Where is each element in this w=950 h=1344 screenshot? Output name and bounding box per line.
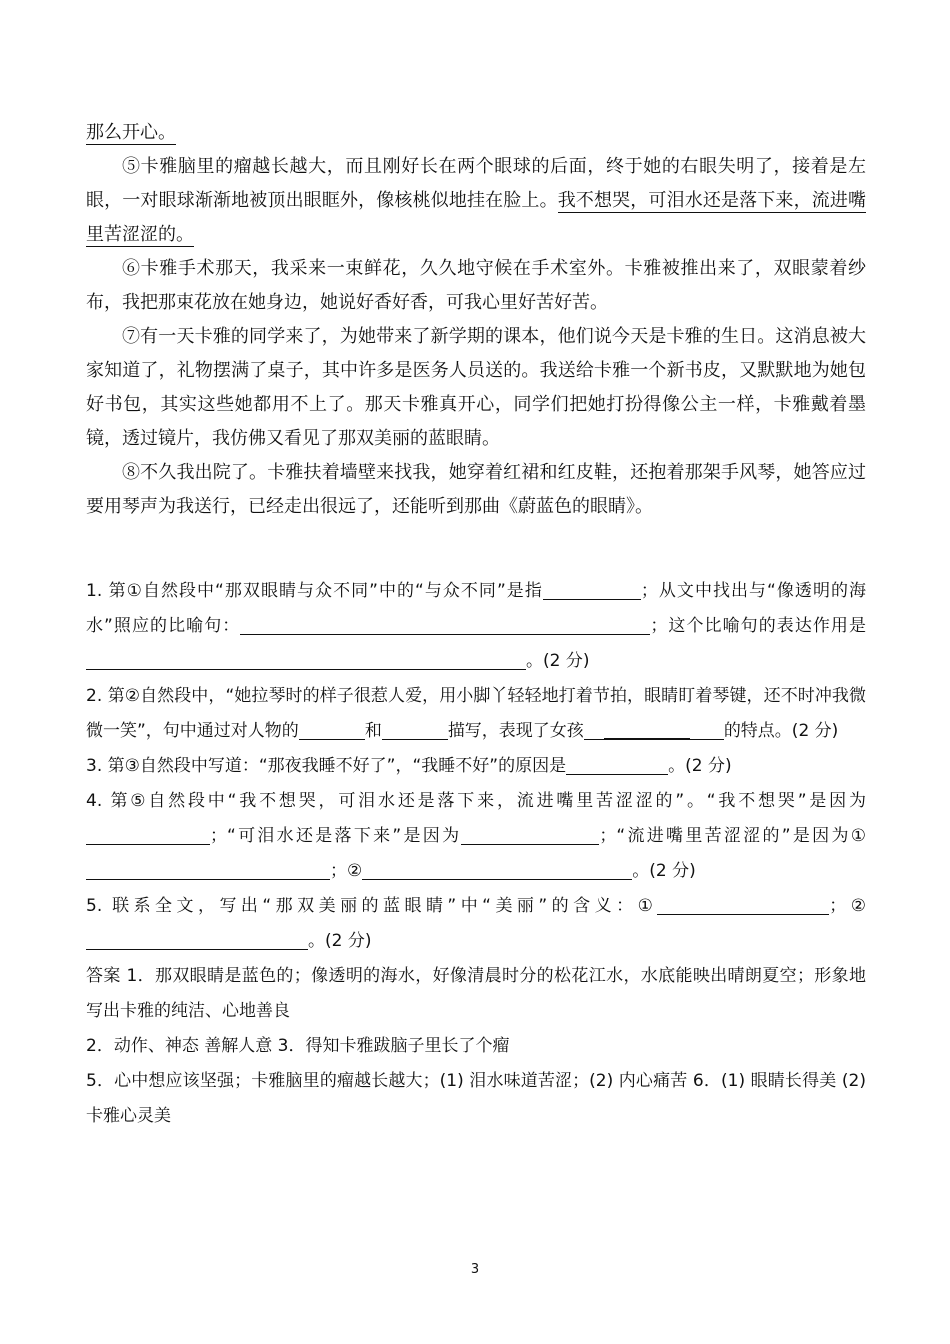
question-text: 和 — [364, 721, 382, 741]
question-2 — [86, 679, 866, 749]
answer-blank[interactable] — [86, 647, 526, 670]
page-number: 3 — [470, 1262, 480, 1277]
question-text: ；② — [829, 896, 866, 916]
paragraph-5 — [86, 150, 866, 252]
answer-line-2: 2．动作、神态 善解人意 3．得知卡雅跋脑子里长了个瘤 — [86, 1036, 510, 1056]
answer-blank[interactable] — [604, 716, 690, 740]
paragraph-4-tail — [86, 116, 866, 150]
question-text: ；② — [330, 861, 363, 881]
question-text: 。(2 分) — [526, 651, 590, 671]
question-4 — [86, 784, 866, 889]
question-text: 。(2 分) — [632, 861, 696, 881]
question-text: 。(2 分) — [668, 756, 732, 776]
story-text — [86, 116, 866, 524]
answer-blank[interactable] — [86, 927, 308, 950]
question-text: 4. 第⑤自然段中“我不想哭，可泪水还是落下来，流进嘴里苦涩涩的”。“我不想哭”是因为 — [86, 791, 866, 811]
question-text: ；这个比喻句的表达作用是 — [650, 616, 866, 636]
answer-blank[interactable] — [299, 717, 365, 740]
question-text: ；“可泪水还是落下来”是因为 — [210, 826, 462, 846]
underlined-sentence: 那么开心。 — [86, 122, 176, 143]
answer-blank[interactable] — [362, 857, 632, 880]
question-text: 描写，表现了女孩 — [447, 721, 584, 741]
question-5 — [86, 889, 866, 959]
question-1 — [86, 574, 866, 679]
question-text: 3. 第③自然段中写道：“那夜我睡不好了”，“我睡不好”的原因是 — [86, 756, 567, 776]
question-text: 2. 第②自然段中，“她拉琴时的样子很惹人爱，用小脚丫轻轻地打着节拍，眼睛盯着琴键，还不时冲我微微一笑”，句中通过对人物的 — [86, 686, 866, 741]
question-text: 1. 第①自然段中“那双眼睛与众不同”中的“与众不同”是指 — [86, 581, 543, 601]
answer-blank[interactable] — [690, 717, 724, 740]
question-text: 的特点。(2 分) — [723, 721, 839, 741]
answer-blank[interactable] — [86, 822, 210, 845]
answer-blank[interactable] — [657, 892, 829, 915]
answer-blank[interactable] — [566, 752, 668, 775]
paragraph-7: ⑦有一天卡雅的同学来了，为她带来了新学期的课本，他们说今天是卡雅的生日。这消息被大家知道了，礼物摆满了桌子，其中许多是医务人员送的。我送给卡雅一个新书皮，又默默地为她包好书包，其实这些她都用不上了。那天卡雅真开心，同学们把她打扮得像公主一样，卡雅戴着墨镜，透过镜片，我仿佛又看见了那双美丽的蓝眼睛。 — [86, 326, 866, 449]
answer-blank[interactable] — [86, 857, 330, 880]
answer-blank[interactable] — [461, 822, 599, 845]
question-text: 5. 联系全文，写出“那双美丽的蓝眼睛”中“美丽”的含义：① — [86, 896, 658, 916]
question-text: ；从文中找出与“像透明的海水”照应的比喻句： — [86, 581, 867, 636]
answer-line-3: 5．心中想应该坚强；卡雅脑里的瘤越长越大；(1) 泪水味道苦涩；(2) 内心痛苦 6．(1) 眼睛长得美 (2) 卡雅心灵美 — [86, 1071, 866, 1126]
question-text: 。(2 分) — [308, 931, 372, 951]
paragraph-5-text: ⑤卡雅脑里的瘤越长越大，而且刚好长在两个眼球的后面，终于她的右眼失明了，接着是左眼，一对眼球渐渐地被顶出眼眶外，像核桃似地挂在脸上。 — [86, 156, 866, 211]
answer-line-1: 答案 1．那双眼睛是蓝色的；像透明的海水，好像清晨时分的松花江水，水底能映出晴朗夏空；形象地写出卡雅的纯洁、心地善良 — [86, 966, 866, 1021]
answer-blank[interactable] — [584, 717, 604, 740]
questions-section — [86, 574, 866, 1134]
underlined-sentence: 我不想哭，可泪水还是落下来，流进嘴里苦涩涩的。 — [86, 190, 867, 245]
question-text: ；“流进嘴里苦涩涩的”是因为① — [599, 826, 866, 846]
paragraph-6: ⑥卡雅手术那天，我采来一束鲜花，久久地守候在手术室外。卡雅被推出来了，双眼蒙着纱布，我把那束花放在她身边，她说好香好香，可我心里好苦好苦。 — [86, 258, 866, 313]
question-3 — [86, 749, 866, 784]
answer-blank[interactable] — [240, 612, 650, 635]
paragraph-8: ⑧不久我出院了。卡雅扶着墙壁来找我，她穿着红裙和红皮鞋，还抱着那架手风琴，她答应过要用琴声为我送行，已经走出很远了，还能听到那曲《蔚蓝色的眼睛》。 — [86, 462, 866, 517]
answer-blank[interactable] — [543, 577, 641, 600]
answer-blank[interactable] — [382, 717, 448, 740]
